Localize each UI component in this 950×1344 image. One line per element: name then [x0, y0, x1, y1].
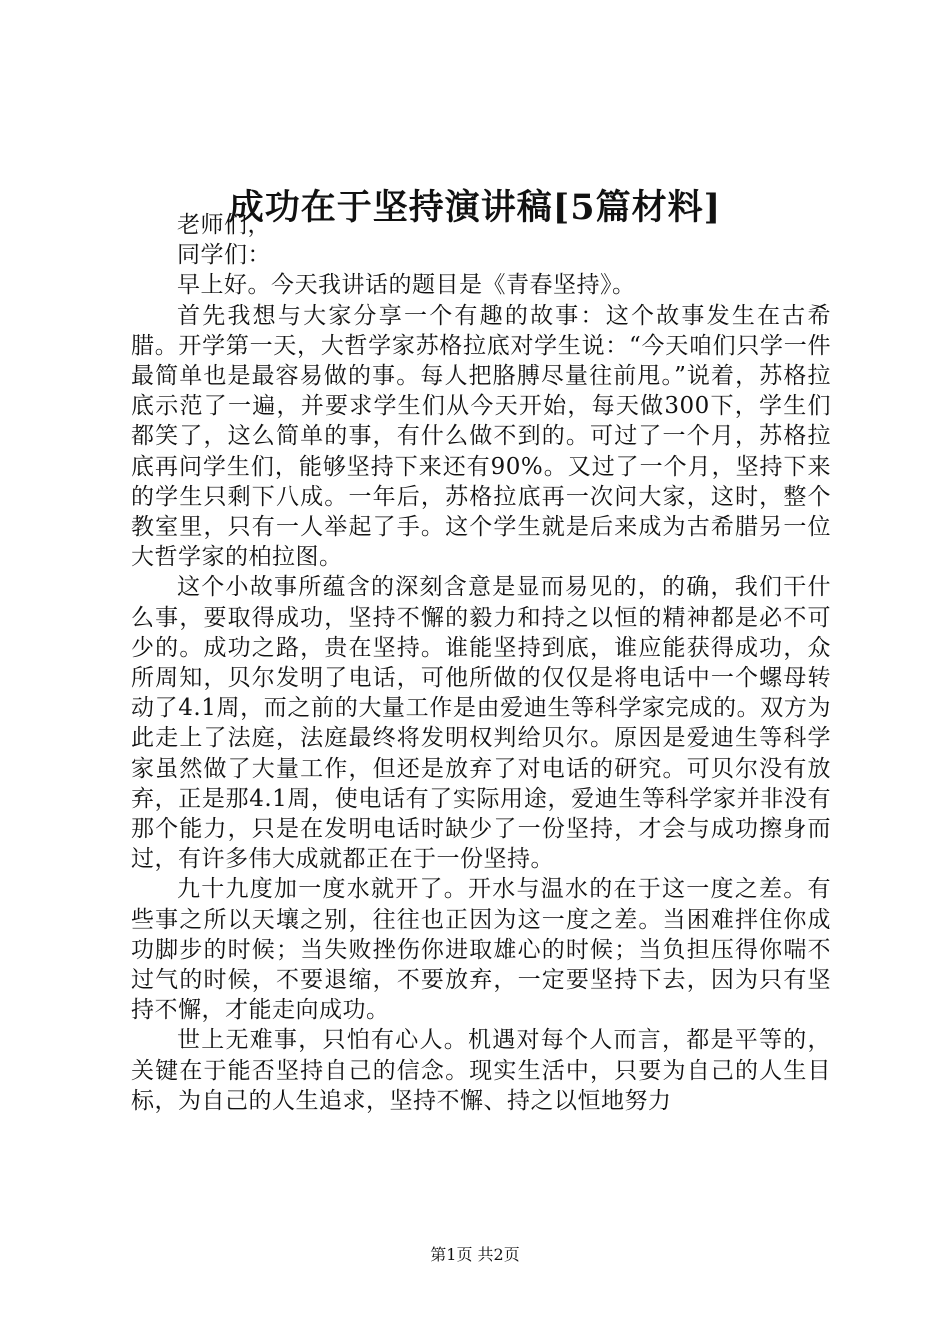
document-body [131, 210, 831, 1116]
body-paragraph: 这个小故事所蕴含的深刻含意是显而易见的，的确，我们干什么事，要取得成功，坚持不懈的毅力和持之以恒的精神都是必不可少的。成功之路，贵在坚持。谁能坚持到底，谁应能获得成功，众所周知，贝尔发明了电话，可他所做的仅仅是将电话中一个螺母转动了4.1周，而之前的大量工作是由爱迪生等科学家完成的。双方为此走上了法庭，法庭最终将发明权判给贝尔。原因是爱迪生等科学家虽然做了大量工作，但还是放弃了对电话的研究。可贝尔没有放弃，正是那4.1周，使电话有了实际用途，爱迪生等科学家并非没有那个能力，只是在发明电话时缺少了一份坚持，才会与成功擦身而过，有许多伟大成就都正在于一份坚持。 [131, 574, 831, 873]
body-paragraph: 九十九度加一度水就开了。开水与温水的在于这一度之差。有些事之所以天壤之别，往往也正因为这一度之差。当困难拌住你成功脚步的时候；当失败挫伤你进取雄心的时候；当负担压得你喘不过气的时候，不要退缩，不要放弃，一定要坚持下去，因为只有坚持不懈，才能走向成功。 [131, 876, 831, 1024]
salutation-teachers: 老师们， [177, 212, 271, 238]
body-paragraph: 首先我想与大家分享一个有趣的故事：这个故事发生在古希腊。开学第一天，大哲学家苏格拉底对学生说：“今天咱们只学一件最简单也是最容易做的事。每人把胳膊尽量往前甩。”说着，苏格拉底示范了一遍，并要求学生们从今天开始，每天做300下，学生们都笑了，这么简单的事，有什么做不到的。可过了一个月，苏格拉底再问学生们，能够坚持下来还有90%。又过了一个月，坚持下来的学生只剩下八成。一年后，苏格拉底再一次问大家，这时，整个教室里，只有一人举起了手。这个学生就是后来成为古希腊另一位大哲学家的柏拉图。 [131, 302, 831, 571]
salutation-students: 同学们： [177, 242, 271, 269]
document-title: 成功在于坚持演讲稿[5篇材料] [228, 187, 722, 228]
page-footer [0, 1245, 950, 1265]
body-paragraph: 世上无难事，只怕有心人。机遇对每个人而言，都是平等的，关键在于能否坚持自己的信念。现实生活中，只要为自己的人生目标，为自己的人生追求，坚持不懈、持之以恒地努力 [131, 1027, 831, 1114]
greeting-paragraph: 早上好。今天我讲话的题目是《青春坚持》。 [177, 272, 636, 299]
page-number: 第1页 共2页 [430, 1245, 520, 1264]
